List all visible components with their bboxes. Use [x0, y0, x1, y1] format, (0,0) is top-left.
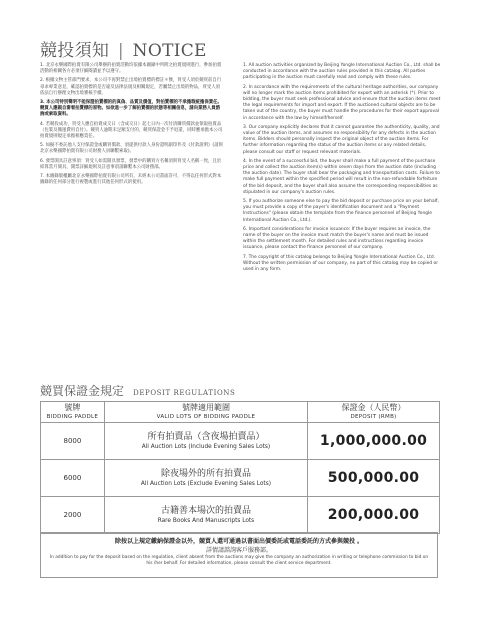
notice-en-item: 7. The copyright of this catalog belongs to Beijing Yongle International Auction Co., Ltd. Without the written permission of our company, no part of this catalog may be copied or used in any form.	[243, 254, 439, 273]
deposit-amount: 200,000.00	[308, 497, 440, 534]
table-row	[41, 423, 440, 460]
valid-lots-zh: 除夜場外的所有拍賣品	[160, 469, 251, 479]
notice-en-item: 5. If you authorize someone else to pay the bid deposit or purchase price on your behalf, you must provide a copy of the payer's identification document and a "Payment Instructions" (please obtain the template from the finance personnel of Beijing Yongle International Auction Co., Ltd.).	[243, 199, 439, 223]
header-range-zh: 號牌適用範圍	[181, 403, 230, 412]
notice-zh-item: 5. 如擬不委託他人支付保證金或購買價款，須提供付款人身份證明副印件及《付款說明》(請與北京永樂國際拍賣有限公司財務人員聯繫索取)。	[40, 143, 223, 155]
valid-lots	[104, 497, 307, 534]
title-separator: |	[117, 41, 124, 61]
notice-zh-item: 2. 根據文物主管部門要求，本公司不再對禁止出境拍賣標的標註＊號，買受人須於競買前自行尋求專業意見，確認拍賣標的是否違反法律法規及相關規定，若屬禁止出境的物品，買受人須依法自行辦理文物出境審核手續。	[40, 78, 222, 96]
notice-zh-item: 1. 北京永樂國際拍賣有限公司舉辦的拍賣活動均依據本圖錄中所附之拍賣規則進行，參加拍賣活動的相關各方必須仔細閱讀並予以遵守。	[40, 63, 222, 75]
header-deposit	[308, 402, 440, 423]
notice-zh-item: 7. 本圖錄版權屬北京永樂國際拍賣有限公司所有，未經本公司書面許可，不得以任何形式對本圖錄的任何部分進行複製或進行其他任何形式的使用。	[40, 174, 222, 186]
valid-lots-en: Rare Books And Manuscripts Lots	[157, 518, 255, 524]
header-paddle	[41, 402, 105, 423]
valid-lots-zh: 古籍善本場次的拍賣品	[160, 506, 251, 516]
notice-en-item: 2. In accordance with the requirements of the cultural heritage authorities, our company will no longer mark the auction items prohibited for export with an asterisk (*). Prior to bidding, the buyer must seek professional advice and ensure that the auction items meet the legal requirements for import and export. If the auctioned cultural objects are to be taken out of the country, the buyer must handle the procedures for their export approval in accordance with the law by himself/herself.	[243, 84, 441, 121]
header-deposit-en: DEPOSIT (RMB)	[350, 414, 397, 420]
header-paddle-zh: 號牌	[64, 403, 81, 412]
notice-zh-item: 4. 若競投成功，買受人應自拍賣成交日（含成交日）起七日內一次付清購買價款並領取拍賣品（包裝及搬運費用自付）。競買人逾期未足額支付的，競買保證金不予退還，同時應承擔本公司拍賣規則規定承擔相應責任。	[40, 121, 223, 140]
valid-lots-zh: 所有拍賣品（含夜場拍賣品）	[147, 432, 265, 442]
paddle-number: 2000	[41, 497, 105, 534]
notice-english-column	[243, 63, 441, 276]
deposit-table	[40, 401, 440, 534]
notice-chinese-column	[40, 63, 223, 189]
notice-zh-item-bold: 3. 本公司特別聲明不能保證拍賣標的的真偽、品質及價值，對拍賣標的不承擔瑕疵擔保責任。競買人應親自審看拍賣標的原物。如欲進一步了解拍賣標的狀態等相關信息，請向業務人員諮詢或索取資料。	[40, 100, 222, 118]
page-title-en: NOTICE	[132, 41, 207, 61]
deposit-amount: 500,000.00	[308, 460, 440, 497]
deposit-note-zh-1: 除按以上規定繳納保證金以外，競買人還可通過以書面出價委託或電話委託的方式參與競投 。	[114, 538, 364, 545]
deposit-note-zh-2: 詳情請諮詢客戶服務部。	[205, 547, 272, 554]
page-title	[40, 36, 207, 61]
header-deposit-zh: 保證金（人民幣）	[341, 403, 406, 412]
deposit-note-en: In addition to pay for the deposit based on the regulation, client absent from the auctions may give the company an authorization in writing or telephone commission to bid on his /her behalf. For detailed information, please consult the client service department.	[49, 555, 429, 566]
header-paddle-en: BIDDING PADDLE	[46, 414, 99, 420]
notice-zh-item: 6. 發票開具註意事項：買受人如需開具發票，發票中的購買方名稱須與買受人名稱一致，且於結算當月開具，開票詳細規則及註意事項請聯繫本公司財務部。	[40, 158, 222, 170]
deposit-amount: 1,000,000.00	[308, 423, 440, 460]
paddle-number: 6000	[41, 460, 105, 497]
deposit-section-title	[40, 380, 235, 399]
deposit-title-zh: 競買保證金規定	[40, 384, 125, 398]
valid-lots	[104, 460, 307, 497]
notice-en-item: 3. Our company explicitly declares that it cannot guarantee the authenticity, quality, and value of the auction items, and assumes no responsibility for any defects in the auction items. Bidders should personally inspect the original object of the auction items. For further information regarding the status of the auction items or any related details, please consult our staff or request relevant materials.	[243, 124, 440, 155]
page-title-zh: 競投須知	[40, 41, 110, 61]
deposit-note-box	[40, 532, 438, 578]
valid-lots-en: All Auction Lots (Exclude Evening Sales Lots)	[140, 481, 271, 487]
valid-lots-en: All Auction Lots (Include Evening Sales Lots)	[141, 444, 271, 450]
notice-en-item: 1. All auction activities organized by Beijing Yongle International Auction Co., Ltd. shall be conducted in accordance with the auction rules provided in this catalog. All parties participating in the auction must carefully read and comply with these rules.	[243, 63, 441, 81]
table-row	[41, 460, 440, 497]
deposit-table-header	[41, 402, 440, 423]
paddle-number: 8000	[41, 423, 105, 460]
deposit-title-en: DEPOSIT REGULATIONS	[133, 389, 236, 397]
table-row	[41, 497, 440, 534]
notice-en-item: 4. In the event of a successful bid, the buyer shall make a full payment of the purchase price and collect the auction item(s) within seven days from the auction date (including the auction date). The buyer shall bear the packaging and transportation costs. Failure to make full payment within the specified period will result in the non-refundable forfeiture of the bid deposit, and the buyer shall also assume the corresponding responsibilities as stipulated in our company's auction rules.	[243, 158, 440, 195]
header-range	[104, 402, 307, 423]
header-range-en: VALID LOTS OF BIDDING PADDLE	[156, 414, 256, 420]
notice-en-item: 6. Important considerations for invoice issuance: If the buyer requires an invoice, the name of the buyer on the invoice must match the buyer's name and must be issued within the settlement month. For detailed rules and instructions regarding invoice issuance, please contact the finance personnel of our company.	[243, 226, 431, 251]
valid-lots	[104, 423, 307, 460]
